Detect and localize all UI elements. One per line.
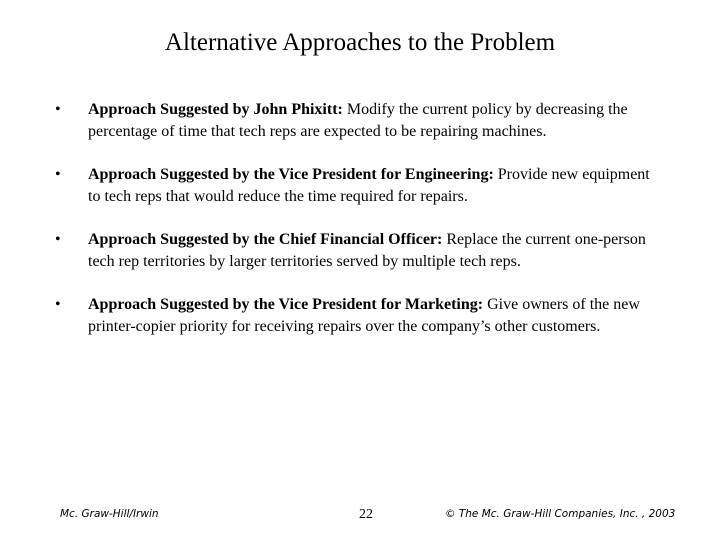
- bullet-item: [55, 294, 665, 338]
- bullet-heading: Approach Suggested by the Vice President for Engineering:: [88, 166, 494, 183]
- bullet-body: Replace the current one-person tech rep territories by larger territories served by multiple tech reps.: [88, 231, 646, 270]
- bullet-body: Give owners of the new printer-copier priority for receiving repairs over the company’s other customers.: [88, 296, 640, 335]
- bullet-text: [88, 166, 650, 205]
- bullet-icon: •: [55, 101, 61, 118]
- bullet-icon: •: [55, 231, 61, 248]
- bullet-list: [55, 99, 665, 359]
- bullet-text: [88, 101, 628, 140]
- page-number: 22: [359, 507, 373, 522]
- bullet-item: [55, 99, 665, 143]
- bullet-text: [88, 296, 640, 335]
- bullet-heading: Approach Suggested by the Vice President for Marketing:: [88, 296, 484, 313]
- bullet-heading: Approach Suggested by the Chief Financial Officer:: [88, 231, 443, 248]
- bullet-body: Modify the current policy by decreasing the percentage of time that tech reps are expected to be repairing machines.: [88, 101, 628, 140]
- bullet-icon: •: [55, 296, 61, 313]
- bullet-text: [88, 231, 646, 270]
- bullet-heading: Approach Suggested by John Phixitt:: [88, 101, 343, 118]
- bullet-item: [55, 229, 665, 273]
- footer-publisher: Mc. Graw-Hill/Irwin: [60, 508, 159, 520]
- bullet-icon: •: [55, 166, 61, 183]
- bullet-body: Provide new equipment to tech reps that would reduce the time required for repairs.: [88, 166, 650, 205]
- slide-title: Alternative Approaches to the Problem: [164, 29, 556, 56]
- footer-copyright: © The Mc. Graw-Hill Companies, Inc. , 2003: [445, 508, 676, 520]
- bullet-item: [55, 164, 665, 208]
